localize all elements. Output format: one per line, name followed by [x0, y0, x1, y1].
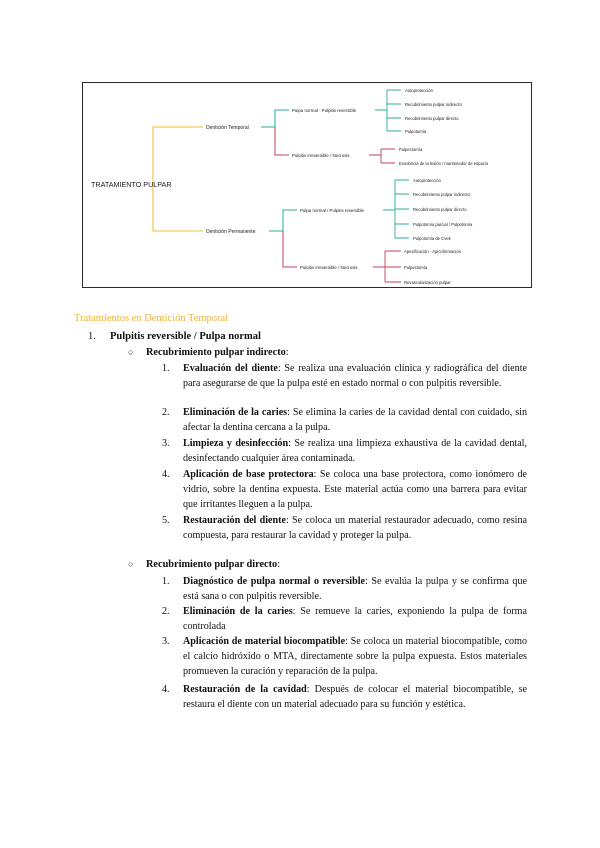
- step-title: Eliminación de la caries: [183, 606, 293, 617]
- subitem-directo-colon: :: [277, 559, 281, 570]
- list-item-1-title: Pulpitis reversible / Pulpa normal: [110, 331, 261, 342]
- directo-step-4: [162, 682, 527, 712]
- temporal-irr-child-1: Pulpectomía: [399, 147, 423, 152]
- temporal-rev-child-2: Recubrimiento pulpar indirecto: [405, 102, 462, 107]
- diagram-root-label: TRATAMIENTO PULPAR: [91, 180, 172, 189]
- step-title: Aplicación de material biocompatible: [183, 636, 346, 647]
- perm-rev-child-3: Recubrimiento pulpar directo: [413, 207, 467, 212]
- step-text: : Se realiza una limpieza exhaustiva de la cavidad dental, desinfectando cualquier área contaminada.: [183, 438, 528, 464]
- step-text: : Se coloca una base protectora, como ionómero de vidrio, sobre la dentina expuesta. Este material actúa como una barrera para evitar que irritantes lleguen a la pulpa.: [183, 469, 527, 510]
- directo-step-3: [162, 634, 527, 679]
- subitem-indirecto: [128, 347, 289, 358]
- step-number: 1.: [162, 576, 170, 587]
- step-text: : Se evalúa la pulpa y se confirma que está sana o con pulpitis reversible.: [183, 576, 527, 602]
- perm-irr-child-3: Revascularización pulpar: [404, 280, 451, 285]
- temporal-split-connector-lower: [275, 127, 289, 155]
- permanente-split-connector-lower: [283, 231, 297, 267]
- step-number: 3.: [162, 636, 170, 647]
- temporal-rev-child-1: Autoprotección: [405, 88, 433, 93]
- bullet-icon: ○: [128, 347, 134, 357]
- tree-svg: [83, 83, 533, 289]
- temporal-label: Dentición Temporal: [206, 125, 249, 131]
- list-item-1-number: 1.: [88, 331, 96, 342]
- step-text: : Se remueve la caries, exponiendo la pulpa de forma controlada: [183, 606, 527, 632]
- directo-step-1: [162, 574, 527, 604]
- subitem-directo: [128, 559, 280, 570]
- perm-irr-child-2: Pulpectomía: [404, 265, 428, 270]
- section-title: Tratamientos en Dentición Temporal: [74, 313, 229, 324]
- step-title: Restauración del diente: [183, 515, 286, 526]
- treatment-tree-diagram: [82, 82, 532, 288]
- step-title: Diagnóstico de pulpa normal o reversible: [183, 576, 365, 587]
- main-branch-connector: [153, 127, 203, 231]
- indirecto-step-3: [162, 436, 527, 466]
- step-number: 4.: [162, 684, 170, 695]
- temporal-split-connector: [261, 110, 289, 127]
- perm-rev-child-1: Autoprotección: [413, 178, 441, 183]
- step-title: Aplicación de base protectora: [183, 469, 314, 480]
- perm-rev-child-2: Recubrimiento pulpar indirecto: [413, 192, 470, 197]
- permanente-label: Dentición Permanente: [206, 229, 256, 235]
- step-text: : Se realiza una evaluación clínica y radiográfica del diente para asegurarse de que la pulpa esté en estado normal o con pulpitis reversible.: [183, 363, 527, 389]
- indirecto-step-4: [162, 467, 527, 512]
- step-number: 3.: [162, 438, 170, 449]
- perm-rev-child-5: Pulpotomía de Cvek: [413, 236, 451, 241]
- permanente-irreversible-label: Pulpitis irreversible / Necrosis: [300, 265, 358, 270]
- temporal-rev-child-3: Recubrimiento pulpar directo: [405, 116, 459, 121]
- temporal-irreversible-label: Pulpitis irreversible / Necrosis: [292, 153, 350, 158]
- indirecto-step-5: [162, 513, 527, 543]
- temporal-reversible-connector: [375, 90, 401, 131]
- indirecto-step-1: [162, 361, 527, 391]
- permanente-irreversible-connector: [373, 251, 401, 282]
- step-title: Evaluación del diente: [183, 363, 278, 374]
- step-text: : Se elimina la caries de la cavidad dental con cuidado, sin afectar la dentina cercana a la pulpa.: [183, 407, 527, 433]
- temporal-rev-child-4: Pulpotomía: [405, 129, 427, 134]
- perm-irr-child-1: Apexificación - Apicoformación: [404, 249, 462, 254]
- bullet-icon: ○: [128, 559, 134, 569]
- indirecto-step-2: [162, 405, 527, 435]
- permanente-reversible-label: Pulpa normal / Pulpitis reversible: [300, 208, 364, 213]
- step-number: 4.: [162, 469, 170, 480]
- subitem-indirecto-title: Recubrimiento pulpar indirecto: [146, 347, 286, 358]
- step-number: 5.: [162, 515, 170, 526]
- temporal-irr-child-2: Exodoncia de la lesión / mantenedor de espacio: [399, 161, 489, 166]
- temporal-reversible-label: Pulpa normal - Pulpitis reversible: [292, 108, 357, 113]
- step-text: : Se coloca un material biocompatible, como el calcio hidróxido o MTA, directamente sobre la pulpa expuesta. Estos materiales promueven la curación y reparación de la pulpa.: [183, 636, 527, 677]
- step-title: Restauración de la cavidad: [183, 684, 307, 695]
- step-number: 2.: [162, 407, 170, 418]
- list-item-1: [88, 331, 261, 342]
- step-title: Eliminación de la caries: [183, 407, 288, 418]
- step-text: : Después de colocar el material biocompatible, se restaura el diente con un material adecuado para su función y estética.: [183, 684, 528, 710]
- step-number: 2.: [162, 606, 170, 617]
- perm-rev-child-4: Pulpotomía parcial / Pulpotomía: [413, 222, 473, 227]
- step-title: Limpieza y desinfección: [183, 438, 289, 449]
- step-text: : Se coloca un material restaurador adecuado, como resina compuesta, para restaurar la cavidad y proteger la pulpa.: [183, 515, 527, 541]
- subitem-indirecto-colon: :: [285, 347, 289, 358]
- permanente-split-connector: [269, 210, 297, 231]
- directo-step-2: [162, 604, 527, 634]
- permanente-reversible-connector: [383, 180, 409, 238]
- subitem-directo-title: Recubrimiento pulpar directo: [146, 559, 278, 570]
- temporal-irreversible-connector: [369, 149, 395, 163]
- step-number: 1.: [162, 363, 170, 374]
